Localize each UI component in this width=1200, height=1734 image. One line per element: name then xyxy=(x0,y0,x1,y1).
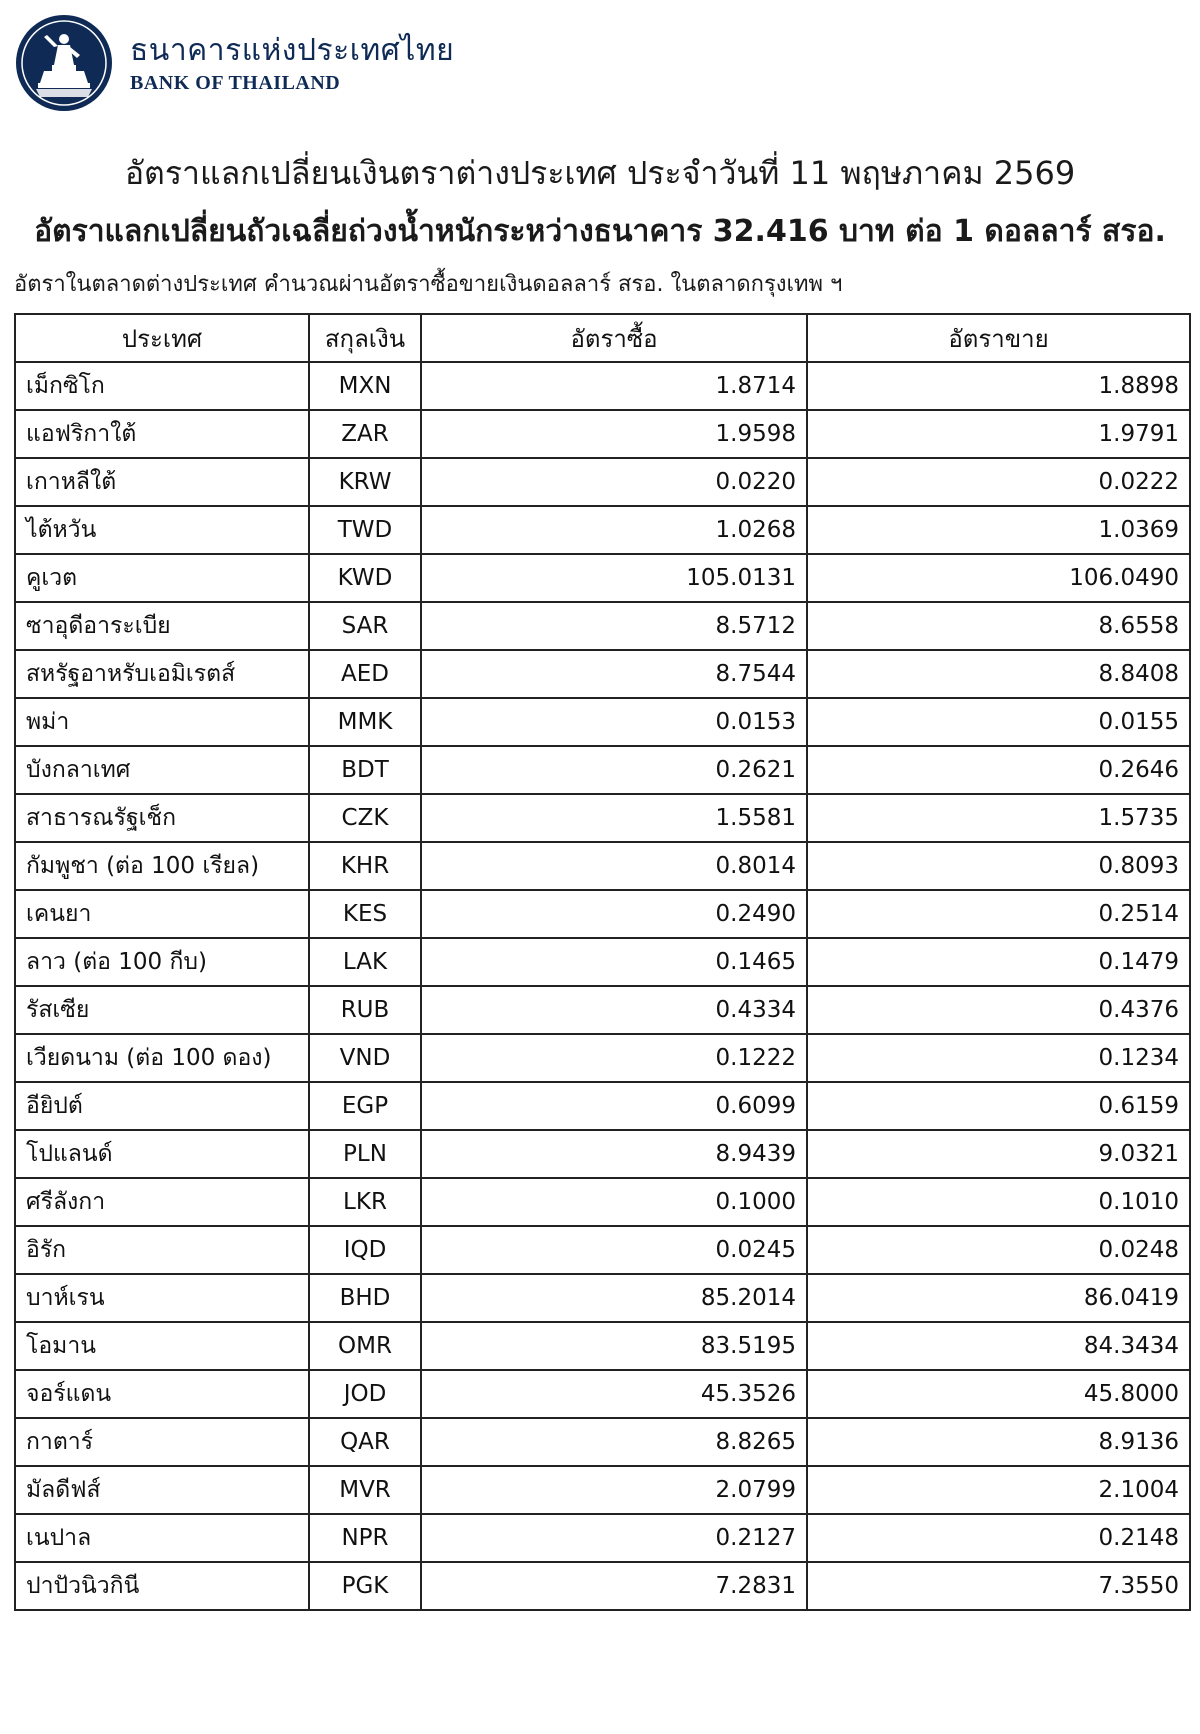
country-cell: รัสเซีย xyxy=(15,986,309,1034)
buying-rate-cell: 85.2014 xyxy=(421,1274,807,1322)
rate-note: อัตราในตลาดต่างประเทศ คำนวณผ่านอัตราซื้อขายเงินดอลลาร์ สรอ. ในตลาดกรุงเทพ ฯ xyxy=(14,272,843,297)
currency-code-cell: BDT xyxy=(309,746,421,794)
selling-rate-cell: 8.8408 xyxy=(807,650,1190,698)
table-row xyxy=(15,1274,1190,1322)
selling-rate-cell: 9.0321 xyxy=(807,1130,1190,1178)
country-cell: มัลดีฟส์ xyxy=(15,1466,309,1514)
country-cell: พม่า xyxy=(15,698,309,746)
header-country: ประเทศ xyxy=(15,314,309,362)
currency-code-cell: KES xyxy=(309,890,421,938)
currency-code-cell: VND xyxy=(309,1034,421,1082)
currency-code-cell: CZK xyxy=(309,794,421,842)
buying-rate-cell: 0.2490 xyxy=(421,890,807,938)
table-row xyxy=(15,1130,1190,1178)
table-row xyxy=(15,938,1190,986)
table-row xyxy=(15,1178,1190,1226)
buying-rate-cell: 105.0131 xyxy=(421,554,807,602)
table-header-row xyxy=(15,314,1190,362)
selling-rate-cell: 45.8000 xyxy=(807,1370,1190,1418)
table-row xyxy=(15,794,1190,842)
selling-rate-cell: 0.2148 xyxy=(807,1514,1190,1562)
currency-code-cell: KWD xyxy=(309,554,421,602)
country-cell: แอฟริกาใต้ xyxy=(15,410,309,458)
buying-rate-cell: 1.5581 xyxy=(421,794,807,842)
table-row xyxy=(15,1082,1190,1130)
selling-rate-cell: 0.0155 xyxy=(807,698,1190,746)
selling-rate-cell: 0.6159 xyxy=(807,1082,1190,1130)
table-row xyxy=(15,1562,1190,1610)
selling-rate-cell: 7.3550 xyxy=(807,1562,1190,1610)
country-cell: ศรีลังกา xyxy=(15,1178,309,1226)
currency-code-cell: BHD xyxy=(309,1274,421,1322)
buying-rate-cell: 7.2831 xyxy=(421,1562,807,1610)
currency-code-cell: QAR xyxy=(309,1418,421,1466)
buying-rate-cell: 0.0245 xyxy=(421,1226,807,1274)
country-cell: ลาว (ต่อ 100 กีบ) xyxy=(15,938,309,986)
buying-rate-cell: 1.8714 xyxy=(421,362,807,410)
table-row xyxy=(15,1034,1190,1082)
exchange-rate-table xyxy=(14,313,1191,1611)
table-row xyxy=(15,362,1190,410)
currency-code-cell: EGP xyxy=(309,1082,421,1130)
selling-rate-cell: 2.1004 xyxy=(807,1466,1190,1514)
table-row xyxy=(15,1418,1190,1466)
buying-rate-cell: 8.9439 xyxy=(421,1130,807,1178)
table-row xyxy=(15,842,1190,890)
selling-rate-cell: 0.4376 xyxy=(807,986,1190,1034)
selling-rate-cell: 0.1479 xyxy=(807,938,1190,986)
selling-rate-cell: 0.2514 xyxy=(807,890,1190,938)
selling-rate-cell: 1.8898 xyxy=(807,362,1190,410)
currency-code-cell: ZAR xyxy=(309,410,421,458)
buying-rate-cell: 0.2127 xyxy=(421,1514,807,1562)
currency-code-cell: IQD xyxy=(309,1226,421,1274)
country-cell: เกาหลีใต้ xyxy=(15,458,309,506)
currency-code-cell: KRW xyxy=(309,458,421,506)
selling-rate-cell: 106.0490 xyxy=(807,554,1190,602)
country-cell: เม็กซิโก xyxy=(15,362,309,410)
selling-rate-cell: 1.9791 xyxy=(807,410,1190,458)
buying-rate-cell: 1.0268 xyxy=(421,506,807,554)
currency-code-cell: TWD xyxy=(309,506,421,554)
currency-code-cell: MMK xyxy=(309,698,421,746)
buying-rate-cell: 0.6099 xyxy=(421,1082,807,1130)
country-cell: โปแลนด์ xyxy=(15,1130,309,1178)
table-row xyxy=(15,698,1190,746)
currency-code-cell: NPR xyxy=(309,1514,421,1562)
table-row xyxy=(15,1466,1190,1514)
buying-rate-cell: 0.0220 xyxy=(421,458,807,506)
currency-code-cell: AED xyxy=(309,650,421,698)
table-row xyxy=(15,746,1190,794)
selling-rate-cell: 86.0419 xyxy=(807,1274,1190,1322)
buying-rate-cell: 8.8265 xyxy=(421,1418,807,1466)
buying-rate-cell: 83.5195 xyxy=(421,1322,807,1370)
bank-of-thailand-logo xyxy=(14,13,114,113)
country-cell: เวียดนาม (ต่อ 100 ดอง) xyxy=(15,1034,309,1082)
selling-rate-cell: 84.3434 xyxy=(807,1322,1190,1370)
bank-name-thai: ธนาคารแห่งประเทศไทย xyxy=(130,33,455,68)
selling-rate-cell: 0.1234 xyxy=(807,1034,1190,1082)
table-row xyxy=(15,410,1190,458)
buying-rate-cell: 0.2621 xyxy=(421,746,807,794)
selling-rate-cell: 0.0248 xyxy=(807,1226,1190,1274)
buying-rate-cell: 8.5712 xyxy=(421,602,807,650)
selling-rate-cell: 8.6558 xyxy=(807,602,1190,650)
buying-rate-cell: 0.1465 xyxy=(421,938,807,986)
table-row xyxy=(15,554,1190,602)
country-cell: เคนยา xyxy=(15,890,309,938)
table-row xyxy=(15,986,1190,1034)
country-cell: อียิปต์ xyxy=(15,1082,309,1130)
currency-code-cell: PGK xyxy=(309,1562,421,1610)
country-cell: สาธารณรัฐเช็ก xyxy=(15,794,309,842)
currency-code-cell: JOD xyxy=(309,1370,421,1418)
table-row xyxy=(15,650,1190,698)
currency-code-cell: SAR xyxy=(309,602,421,650)
bank-name-english: BANK OF THAILAND xyxy=(130,72,341,94)
table-row xyxy=(15,506,1190,554)
page-title: อัตราแลกเปลี่ยนเงินตราต่างประเทศ ประจำวันที่ 11 พฤษภาคม 2569 xyxy=(124,154,1076,192)
header xyxy=(14,10,454,115)
currency-code-cell: MVR xyxy=(309,1466,421,1514)
country-cell: เนปาล xyxy=(15,1514,309,1562)
currency-code-cell: OMR xyxy=(309,1322,421,1370)
currency-code-cell: LAK xyxy=(309,938,421,986)
table-row xyxy=(15,1322,1190,1370)
country-cell: กาตาร์ xyxy=(15,1418,309,1466)
country-cell: ปาปัวนิวกินี xyxy=(15,1562,309,1610)
selling-rate-cell: 0.1010 xyxy=(807,1178,1190,1226)
country-cell: ซาอุดีอาระเบีย xyxy=(15,602,309,650)
buying-rate-cell: 45.3526 xyxy=(421,1370,807,1418)
country-cell: โอมาน xyxy=(15,1322,309,1370)
country-cell: บาห์เรน xyxy=(15,1274,309,1322)
selling-rate-cell: 1.5735 xyxy=(807,794,1190,842)
currency-code-cell: LKR xyxy=(309,1178,421,1226)
country-cell: อิรัก xyxy=(15,1226,309,1274)
selling-rate-cell: 1.0369 xyxy=(807,506,1190,554)
buying-rate-cell: 0.1222 xyxy=(421,1034,807,1082)
selling-rate-cell: 0.0222 xyxy=(807,458,1190,506)
buying-rate-cell: 0.4334 xyxy=(421,986,807,1034)
header-currency: สกุลเงิน xyxy=(309,314,421,362)
table-row xyxy=(15,1514,1190,1562)
table-row xyxy=(15,602,1190,650)
buying-rate-cell: 0.1000 xyxy=(421,1178,807,1226)
buying-rate-cell: 8.7544 xyxy=(421,650,807,698)
currency-code-cell: MXN xyxy=(309,362,421,410)
country-cell: กัมพูชา (ต่อ 100 เรียล) xyxy=(15,842,309,890)
currency-code-cell: RUB xyxy=(309,986,421,1034)
table-row xyxy=(15,458,1190,506)
currency-code-cell: KHR xyxy=(309,842,421,890)
buying-rate-cell: 1.9598 xyxy=(421,410,807,458)
header-selling-rate: อัตราขาย xyxy=(807,314,1190,362)
page-subtitle: อัตราแลกเปลี่ยนถัวเฉลี่ยถ่วงน้ำหนักระหว่างธนาคาร 32.416 บาท ต่อ 1 ดอลลาร์ สรอ. xyxy=(34,214,1166,249)
selling-rate-cell: 0.8093 xyxy=(807,842,1190,890)
buying-rate-cell: 0.0153 xyxy=(421,698,807,746)
table-row xyxy=(15,1226,1190,1274)
country-cell: คูเวต xyxy=(15,554,309,602)
country-cell: ไต้หวัน xyxy=(15,506,309,554)
country-cell: สหรัฐอาหรับเอมิเรตส์ xyxy=(15,650,309,698)
country-cell: บังกลาเทศ xyxy=(15,746,309,794)
country-cell: จอร์แดน xyxy=(15,1370,309,1418)
buying-rate-cell: 2.0799 xyxy=(421,1466,807,1514)
selling-rate-cell: 0.2646 xyxy=(807,746,1190,794)
buying-rate-cell: 0.8014 xyxy=(421,842,807,890)
selling-rate-cell: 8.9136 xyxy=(807,1418,1190,1466)
header-buying-rate: อัตราซื้อ xyxy=(421,314,807,362)
currency-code-cell: PLN xyxy=(309,1130,421,1178)
table-row xyxy=(15,1370,1190,1418)
table-row xyxy=(15,890,1190,938)
